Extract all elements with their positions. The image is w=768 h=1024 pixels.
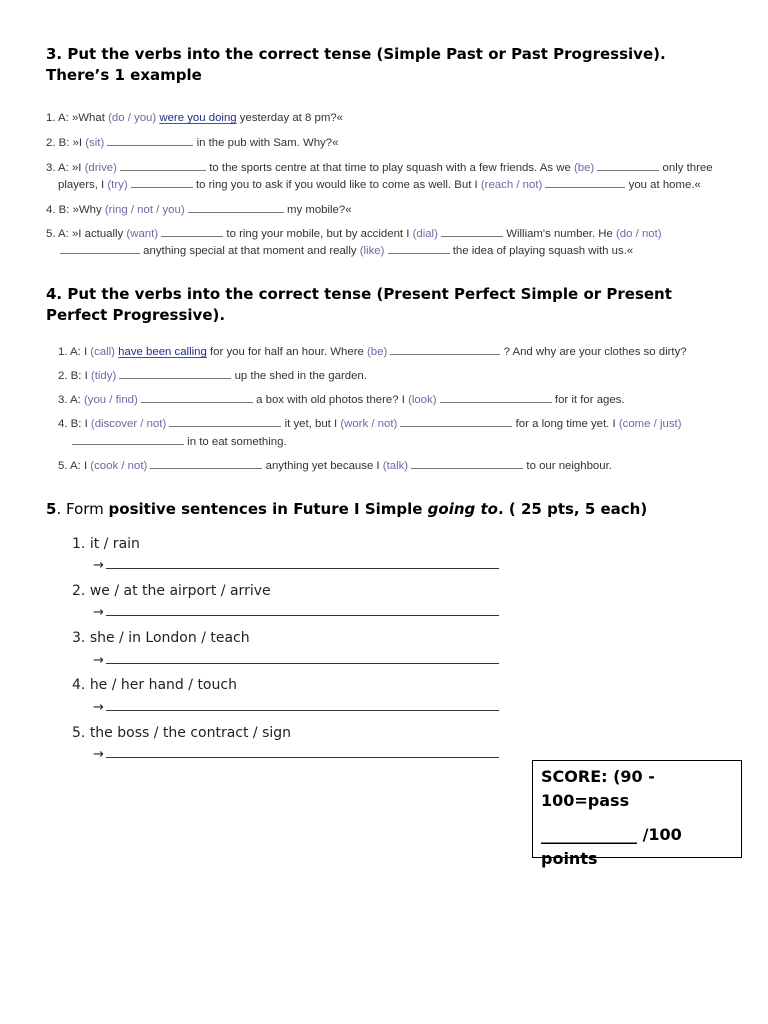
exercise-line: in to eat something. xyxy=(72,433,287,450)
exercise-line: 2. B: I (tidy) up the shed in the garden. xyxy=(58,367,367,384)
answer-line[interactable] xyxy=(93,698,499,715)
answer-blank[interactable] xyxy=(107,134,193,146)
exercise-line: 1. A: »What (do / you) were you doing yesterday at 8 pm?« xyxy=(46,112,343,124)
verb-hint: (you / find) xyxy=(83,394,138,406)
answer-blank[interactable] xyxy=(597,159,659,171)
answer-blank[interactable] xyxy=(390,343,500,355)
exercise-line: 3. A: (you / find) a box with old photos there? I (look) for it for ages. xyxy=(58,391,625,408)
answer-blank[interactable] xyxy=(188,201,284,213)
verb-hint: (talk) xyxy=(382,460,409,472)
answer-line[interactable] xyxy=(93,745,499,762)
exercise-line: 2. B: »I (sit) in the pub with Sam. Why?« xyxy=(46,134,338,151)
verb-hint: (work / not) xyxy=(340,418,398,430)
answer-blank[interactable] xyxy=(411,457,523,469)
verb-hint: (do / not) xyxy=(616,228,662,240)
exercise-line: 1. A: I (call) have been calling for you for half an hour. Where (be) ? And why are your clothes so dirty? xyxy=(58,343,687,360)
verb-hint: (be) xyxy=(367,346,388,358)
answer-blank[interactable] xyxy=(150,457,262,469)
answer-blank[interactable] xyxy=(141,391,253,403)
exercise-line: 3. A: »I (drive) to the sports centre at that time to play squash with a few friends. As we (be) only three xyxy=(46,159,713,176)
verb-hint: (be) xyxy=(573,162,595,174)
verb-hint: (want) xyxy=(126,228,159,240)
verb-hint: (tidy) xyxy=(90,370,117,382)
verb-hint: (come / just) xyxy=(618,418,682,430)
section-3-title: 3. Put the verbs into the correct tense (Simple Past or Past Progressive). xyxy=(46,45,666,63)
exercise-line: 5. A: I (cook / not) anything yet because I (talk) to our neighbour. xyxy=(58,457,612,474)
section-4-title-continued: Perfect Progressive). xyxy=(46,306,226,324)
answer-blank[interactable] xyxy=(120,159,206,171)
exercise-line: 4. B: »Why (ring / not / you) my mobile?« xyxy=(46,201,352,218)
arrow-icon: → xyxy=(93,605,104,620)
exercise-line: 4. B: I (discover / not) it yet, but I (work / not) for a long time yet. I (come / just) xyxy=(58,415,682,432)
arrow-icon: → xyxy=(93,558,104,573)
list-item: 3. she / in London / teach xyxy=(72,630,250,646)
arrow-icon: → xyxy=(93,747,104,762)
answer-blank[interactable] xyxy=(545,176,625,188)
verb-hint: (look) xyxy=(408,394,437,406)
section-3-heading xyxy=(46,44,726,86)
arrow-icon: → xyxy=(93,700,104,715)
verb-hint: (do / you) xyxy=(108,112,157,124)
score-unit: points xyxy=(541,849,598,868)
answer-line[interactable] xyxy=(93,556,499,573)
answer-blank[interactable] xyxy=(119,367,231,379)
answer-blank[interactable] xyxy=(131,176,193,188)
answer-blank[interactable] xyxy=(400,415,512,427)
exercise-line: players, I (try) to ring you to ask if you would like to come as well. But I (reach / not) you at home.« xyxy=(58,176,701,193)
verb-hint: (drive) xyxy=(84,162,117,174)
section-4-title: 4. Put the verbs into the correct tense (Present Perfect Simple or Present xyxy=(46,285,672,303)
answer-blank[interactable] xyxy=(161,225,223,237)
verb-hint: (discover / not) xyxy=(90,418,167,430)
list-item: 2. we / at the airport / arrive xyxy=(72,583,271,599)
score-pass-threshold: 100=pass xyxy=(541,791,630,810)
verb-hint: (reach / not) xyxy=(480,179,543,191)
answer-blank[interactable] xyxy=(388,242,450,254)
verb-hint: (ring / not / you) xyxy=(104,204,185,216)
exercise-line: anything special at that moment and really (like) the idea of playing squash with us.« xyxy=(60,242,633,259)
arrow-icon: → xyxy=(93,653,104,668)
verb-hint: (try) xyxy=(107,179,128,191)
answer-line[interactable] xyxy=(93,651,499,668)
exercise-line: 5. A: »I actually (want) to ring your mobile, but by accident I (dial) William's number. He (do / not) xyxy=(46,225,662,242)
verb-hint: (cook / not) xyxy=(90,460,148,472)
verb-hint: (call) xyxy=(90,346,115,358)
verb-hint: (sit) xyxy=(85,137,105,149)
answer-line[interactable] xyxy=(93,603,499,620)
list-item: 5. the boss / the contract / sign xyxy=(72,725,292,741)
answer-blank[interactable] xyxy=(72,433,184,445)
list-item: 1. it / rain xyxy=(72,536,140,552)
section-4-heading xyxy=(46,284,726,326)
answer-blank[interactable] xyxy=(441,225,503,237)
section-3-subtitle: There’s 1 example xyxy=(46,66,202,84)
score-box xyxy=(532,760,742,868)
answer-blank[interactable] xyxy=(169,415,281,427)
score-blank[interactable]: ____________ /100 xyxy=(541,825,682,844)
score-label: SCORE: (90 - xyxy=(541,767,655,786)
answer-blank[interactable] xyxy=(440,391,552,403)
answer-blank[interactable] xyxy=(60,242,140,254)
example-answer: have been calling xyxy=(118,346,207,358)
verb-hint: (dial) xyxy=(412,228,438,240)
verb-hint: (like) xyxy=(359,245,385,257)
list-item: 4. he / her hand / touch xyxy=(72,677,237,693)
section-5-heading: 5. Form positive sentences in Future I Simple going to. ( 25 pts, 5 each) xyxy=(46,500,648,518)
example-answer: were you doing xyxy=(159,112,237,124)
